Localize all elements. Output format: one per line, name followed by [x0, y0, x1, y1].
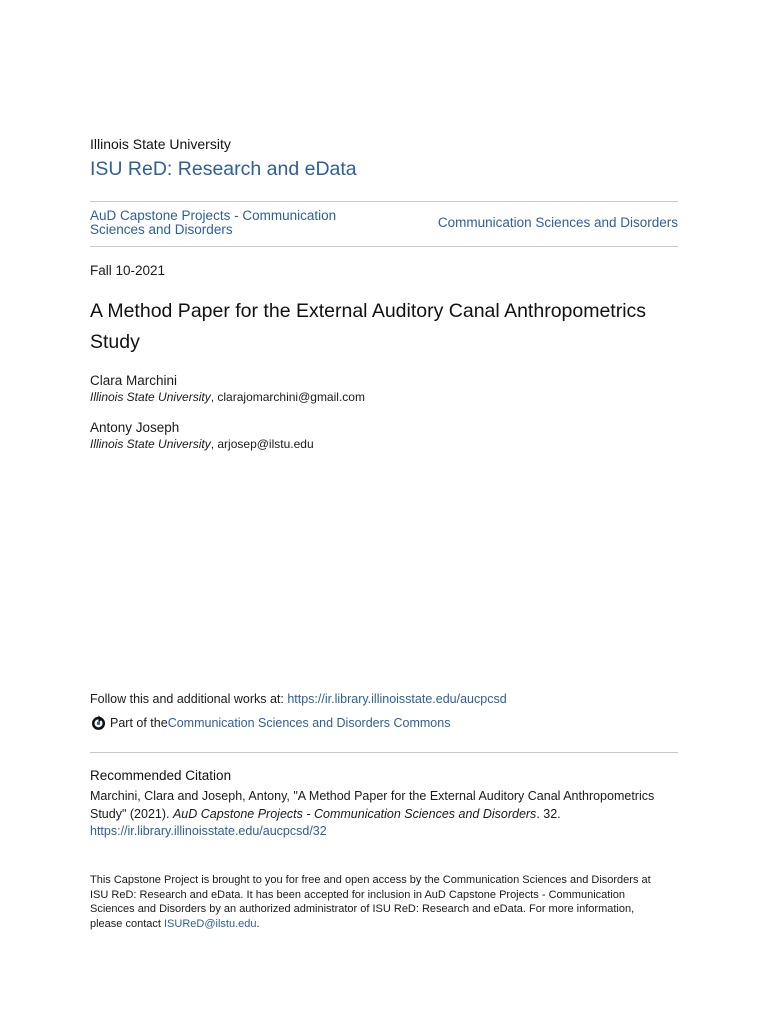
collection-link-line1: AuD Capstone Projects - Communication: [90, 208, 337, 223]
citation-line1: Marchini, Clara and Joseph, Antony, "A Method Paper for the External Auditory Canal Anthropometrics: [90, 789, 655, 803]
divider: [90, 246, 678, 247]
author-block: [90, 420, 314, 451]
citation-journal: AuD Capstone Projects - Communication Sciences and Disorders: [172, 806, 537, 821]
notice-line2: ISU ReD: Research and eData. It has been accepted for inclusion in AuD Capstone Projects - Communication: [90, 888, 625, 901]
author-institution: Illinois State University: [90, 437, 211, 451]
author-name: Clara Marchini: [90, 373, 178, 388]
follow-url-link[interactable]: https://ir.library.illinoisstate.edu/aucpcsd: [287, 692, 507, 706]
author-institution: Illinois State University: [90, 390, 211, 404]
author-email: , clarajomarchini@gmail.com: [210, 390, 365, 404]
divider: [90, 201, 678, 202]
access-notice: [90, 873, 678, 931]
follow-line: [90, 692, 507, 706]
university-name: Illinois State University: [90, 136, 231, 152]
publication-date: Fall 10-2021: [90, 263, 166, 278]
department-link[interactable]: Communication Sciences and Disorders: [437, 215, 678, 230]
citation-url-link[interactable]: https://ir.library.illinoisstate.edu/aucpcsd/32: [90, 824, 327, 838]
paper-title-line2: Study: [90, 331, 140, 353]
author-email: , arjosep@ilstu.edu: [210, 437, 314, 451]
paper-title-line1: A Method Paper for the External Auditory Canal Anthropometrics: [90, 300, 647, 322]
author-name: Antony Joseph: [90, 420, 180, 435]
follow-label: Follow this and additional works at:: [90, 692, 288, 706]
notice-line4-start: please contact: [90, 917, 164, 930]
notice-line4-end: .: [256, 917, 260, 930]
commons-link[interactable]: Communication Sciences and Disorders Commons: [167, 715, 451, 730]
citation-text: [90, 788, 678, 841]
part-of-line: [90, 714, 450, 731]
divider: [90, 752, 678, 753]
author-affiliation: [90, 437, 314, 451]
part-of-label: Part of the: [110, 715, 168, 730]
recommended-citation-heading: Recommended Citation: [90, 768, 232, 783]
paper-title: [90, 296, 678, 358]
network-commons-icon: [90, 714, 107, 731]
notice-line3: Sciences and Disorders by an authorized administrator of ISU ReD: Research and eData. For more information,: [90, 903, 635, 915]
collection-link-line2: Sciences and Disorders: [90, 222, 233, 237]
citation-line2-end: . 32.: [536, 806, 561, 821]
repository-link[interactable]: ISU ReD: Research and eData: [90, 158, 357, 180]
author-block: [90, 373, 365, 404]
citation-line2-start: Study" (2021).: [90, 806, 173, 821]
author-affiliation: [90, 390, 365, 404]
collection-link[interactable]: [90, 209, 360, 237]
contact-email-link[interactable]: ISUReD@ilstu.edu: [164, 917, 257, 930]
notice-line1: This Capstone Project is brought to you for free and open access by the Communication Sciences and Disorders at: [90, 874, 651, 886]
